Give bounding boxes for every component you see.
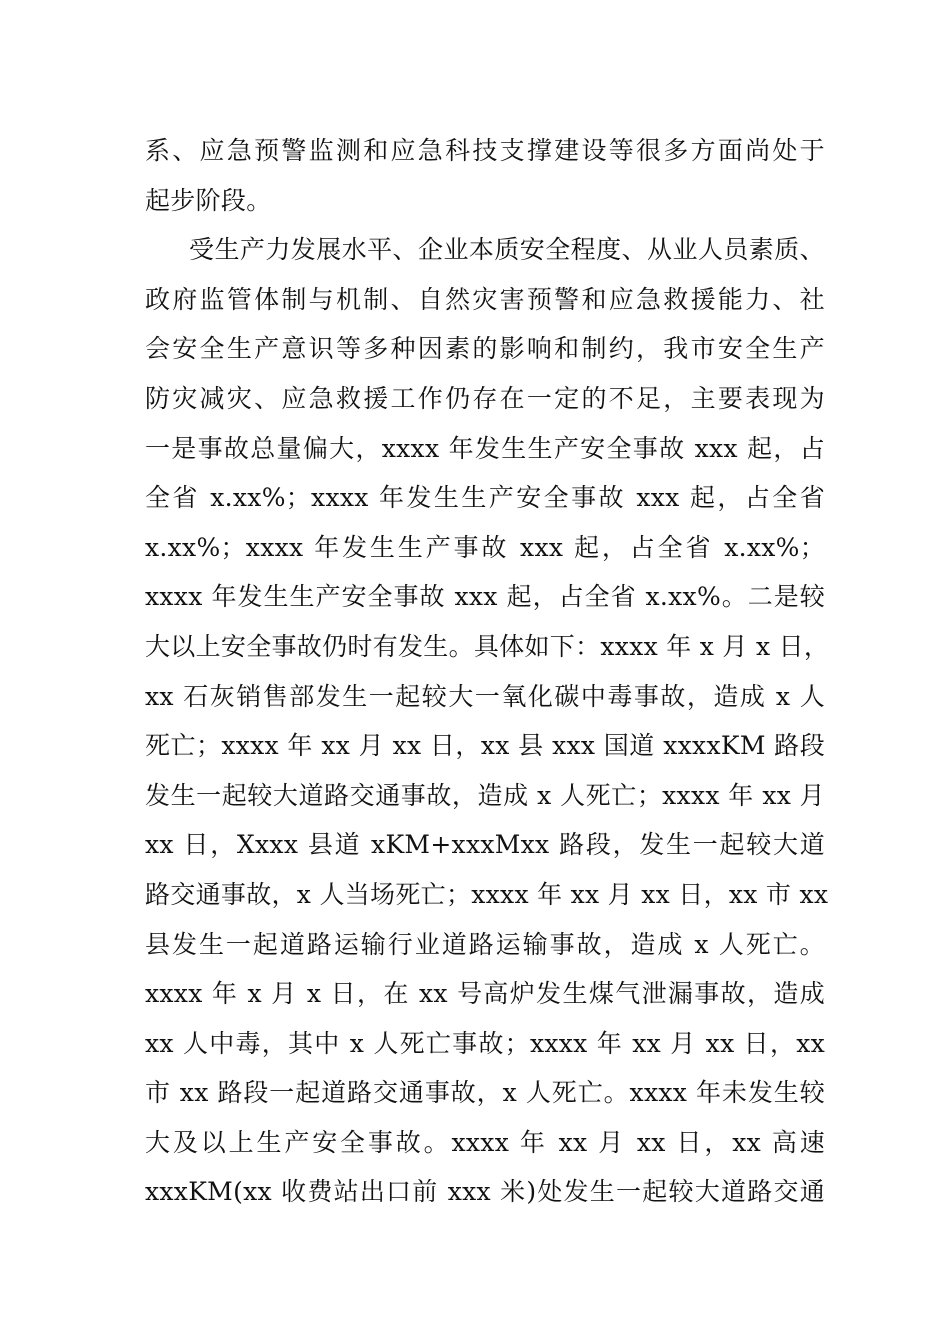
- text-line: xxxx 年 x 月 x 日，在 xx 号高炉发生煤气泄漏事故，造成: [145, 979, 825, 1009]
- text-line: 全省 x.xx%；xxxx 年发生生产安全事故 xxx 起，占全省: [145, 483, 825, 513]
- text-line: 市 xx 路段一起道路交通事故，x 人死亡。xxxx 年未发生较: [145, 1078, 825, 1108]
- text-line: 一是事故总量偏大，xxxx 年发生生产安全事故 xxx 起，占: [145, 433, 825, 463]
- text-line: xx 日，Xxxx 县道 xKM+xxxMxx 路段，发生一起较大道: [145, 830, 825, 860]
- text-line: 死亡；xxxx 年 xx 月 xx 日，xx 县 xxx 国道 xxxxKM 路段: [145, 731, 825, 761]
- text-line: xxxKM(xx 收费站出口前 xxx 米)处发生一起较大道路交通: [145, 1177, 825, 1207]
- text-line: 会安全生产意识等多种因素的影响和制约，我市安全生产: [145, 334, 825, 364]
- text-line: xx 石灰销售部发生一起较大一氧化碳中毒事故，造成 x 人: [145, 681, 825, 711]
- text-line: 发生一起较大道路交通事故，造成 x 人死亡；xxxx 年 xx 月: [145, 780, 825, 810]
- text-line: xx 人中毒，其中 x 人死亡事故；xxxx 年 xx 月 xx 日，xx: [145, 1028, 825, 1058]
- text-line: 起步阶段。: [145, 185, 272, 215]
- text-line: 系、应急预警监测和应急科技支撑建设等很多方面尚处于: [145, 136, 825, 165]
- text-line: 路交通事故，x 人当场死亡；xxxx 年 xx 月 xx 日，xx 市 xx: [145, 879, 829, 909]
- body-text: [145, 126, 830, 1217]
- text-line: 县发生一起道路运输行业道路运输事故，造成 x 人死亡。: [145, 929, 825, 959]
- text-line: xxxx 年发生生产安全事故 xxx 起，占全省 x.xx%。二是较: [145, 582, 825, 612]
- text-line: 防灾减灾、应急救援工作仍存在一定的不足，主要表现为: [145, 383, 825, 413]
- text-line: x.xx%；xxxx 年发生生产事故 xxx 起，占全省 x.xx%；: [145, 532, 825, 562]
- text-line: 政府监管体制与机制、自然灾害预警和应急救援能力、社: [145, 284, 825, 314]
- text-line: 大及以上生产安全事故。xxxx 年 xx 月 xx 日，xx 高速: [145, 1127, 825, 1157]
- paragraph-first-line: 受生产力发展水平、企业本质安全程度、从业人员素质、: [189, 235, 825, 265]
- text-line: 大以上安全事故仍时有发生。具体如下：xxxx 年 x 月 x 日，: [145, 631, 830, 661]
